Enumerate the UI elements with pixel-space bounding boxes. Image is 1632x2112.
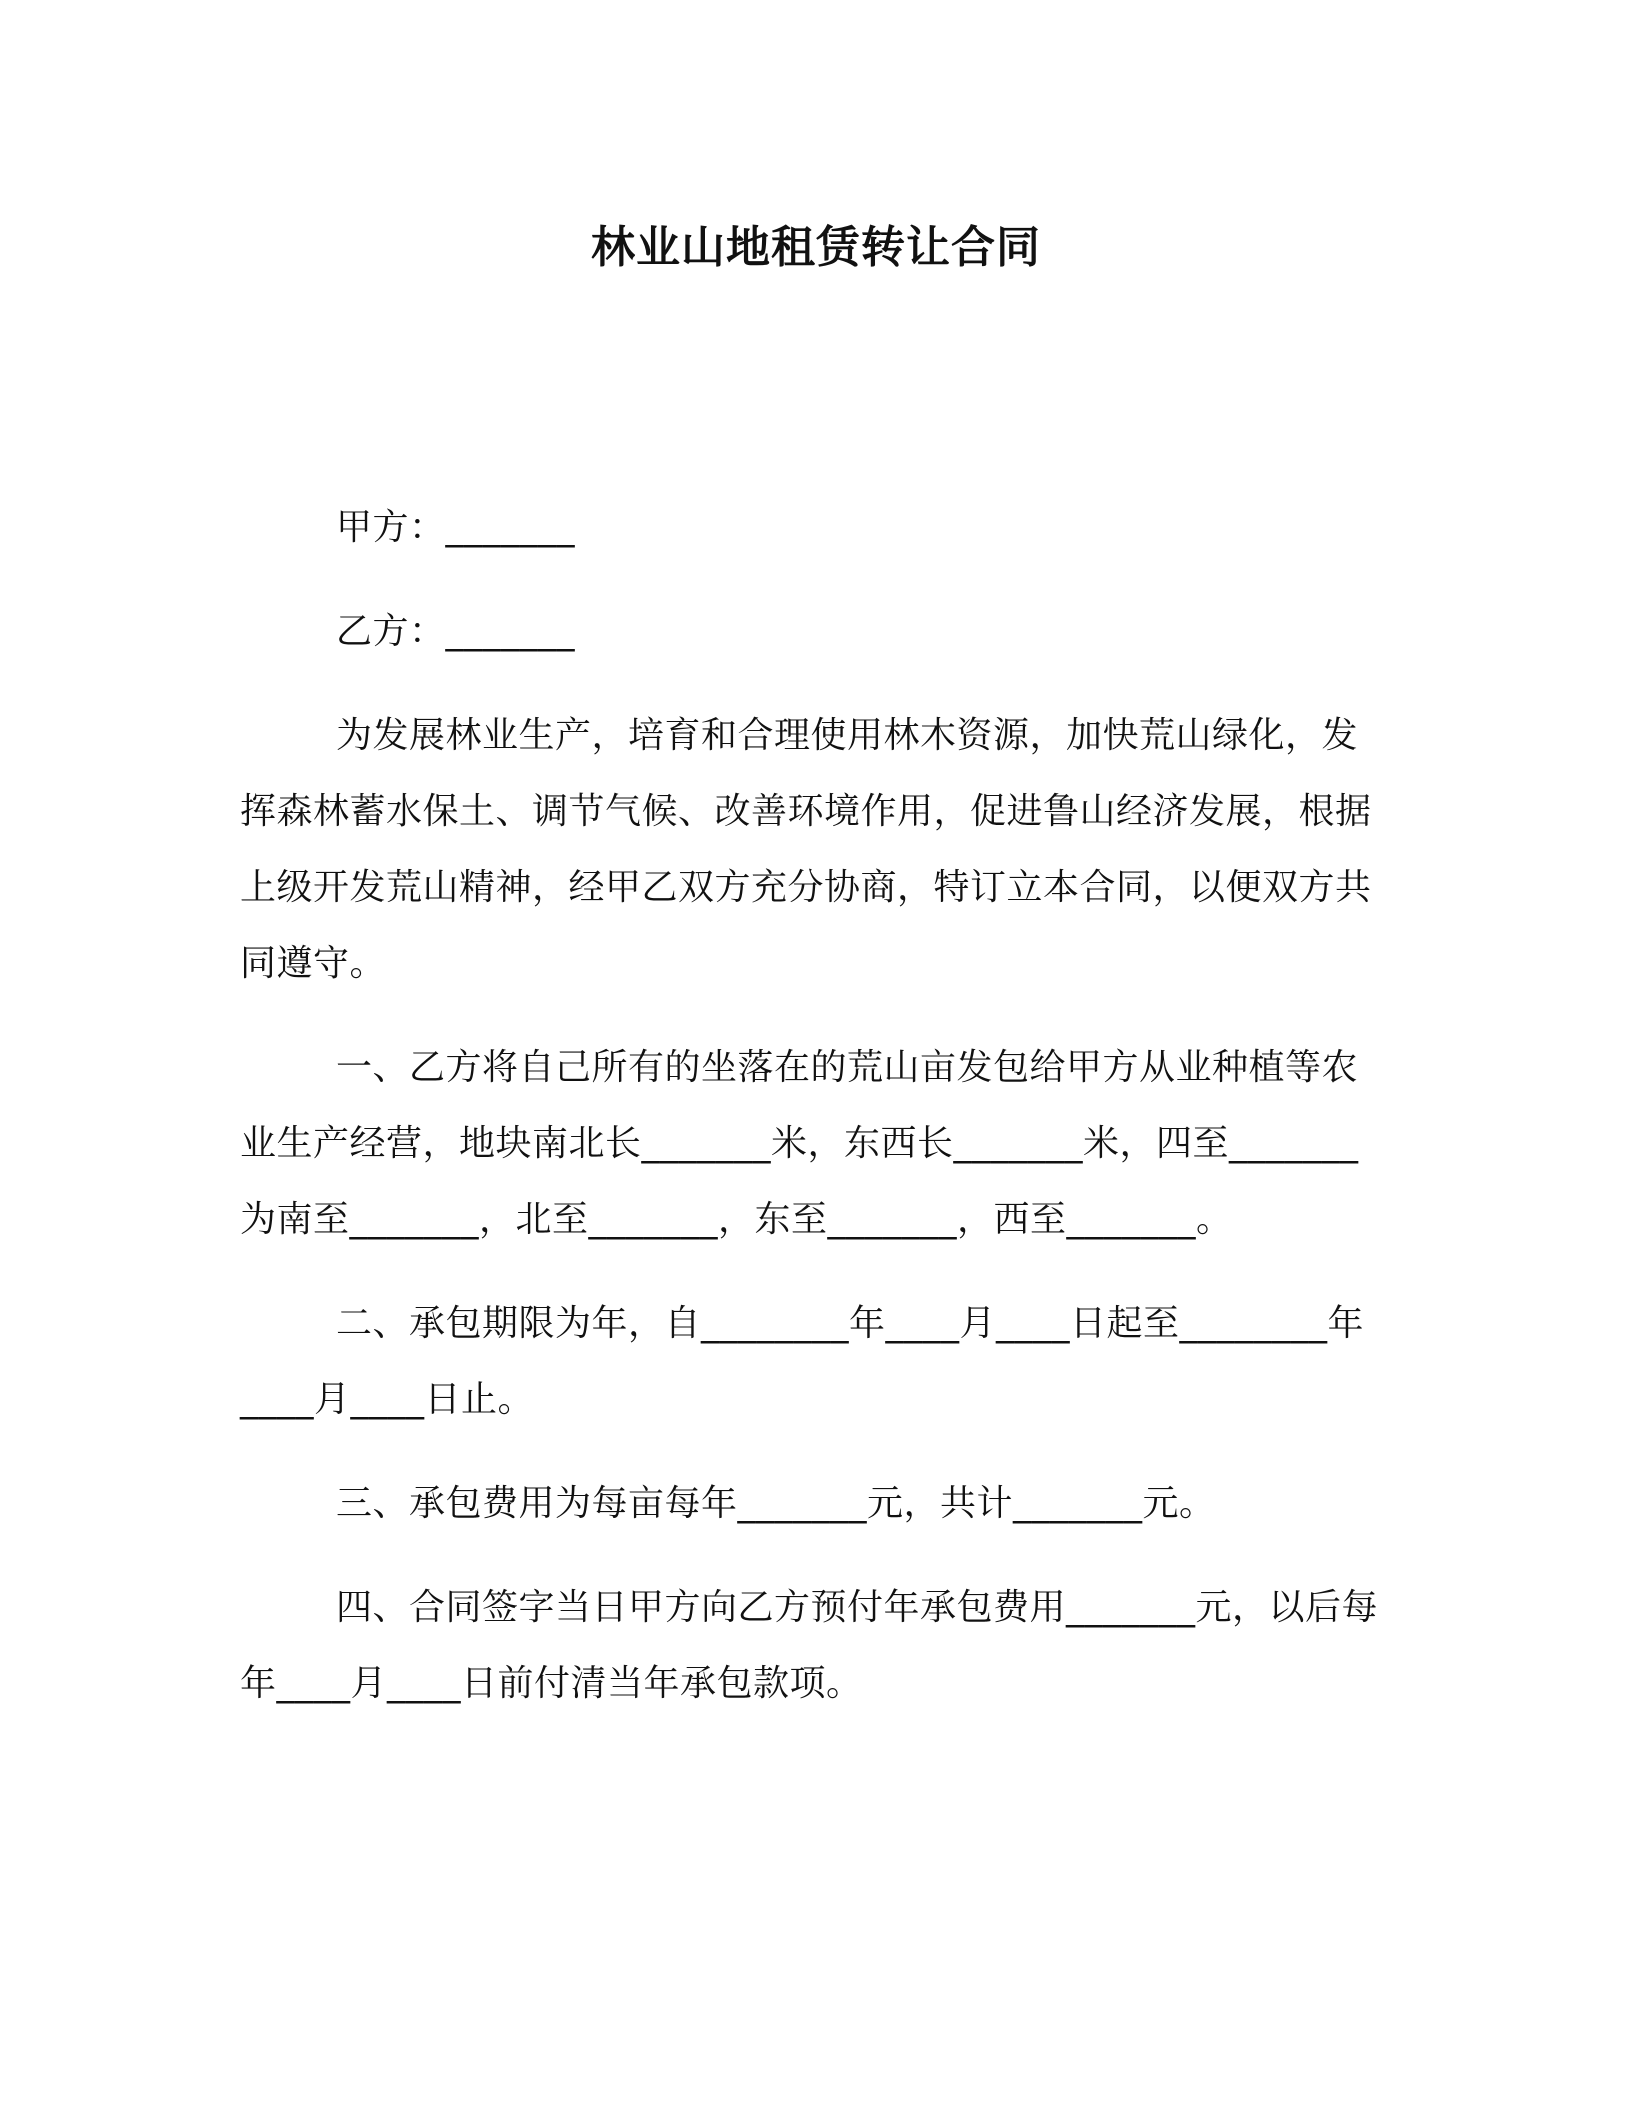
clause-2: 二、承包期限为年，自________年____月____日起至________年____月____日止。 <box>240 1303 1365 1420</box>
document-title: 林业山地租赁转让合同 <box>591 222 1041 273</box>
intro-paragraph: 为发展林业生产，培育和合理使用林木资源，加快荒山绿化，发挥森林蓄水保土、调节气候、改善环境作用，促进鲁山经济发展，根据上级开发荒山精神，经甲乙双方充分协商，特订立本合同，以便双方共同遵守。 <box>240 715 1372 984</box>
party-a-line: 甲方：_______ <box>336 507 576 548</box>
party-b-line: 乙方：_______ <box>336 611 576 652</box>
clause-3: 三、承包费用为每亩每年_______元，共计_______元。 <box>336 1483 1216 1524</box>
clause-4: 四、合同签字当日甲方向乙方预付年承包费用_______元，以后每年____月____日前付清当年承包款项。 <box>240 1587 1379 1704</box>
document-body <box>240 490 1380 1750</box>
clause-1: 一、乙方将自己所有的坐落在的荒山亩发包给甲方从业种植等农业生产经营，地块南北长_______米，东西长_______米，四至_______为南至_______，北至_______，东至_______，西至_______。 <box>240 1047 1359 1240</box>
